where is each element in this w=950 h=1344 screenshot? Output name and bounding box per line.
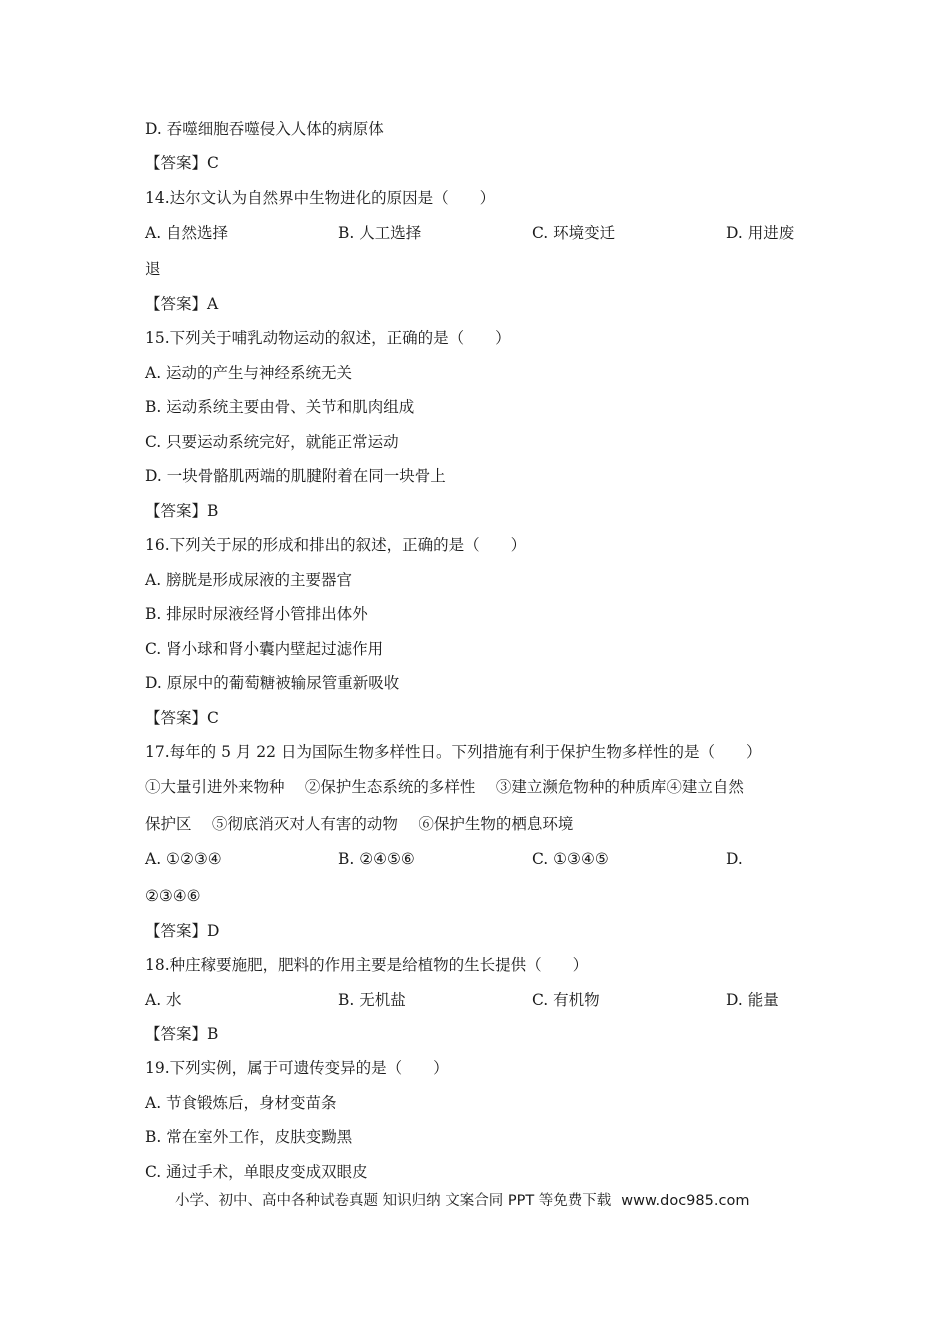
q15-option-a: A. 运动的产生与神经系统无关 <box>145 364 353 382</box>
q17-option-c: C. ①③④⑤ <box>532 850 609 868</box>
q18-option-a: A. 水 <box>145 991 182 1009</box>
q14-option-d: D. 用进废 <box>726 224 795 242</box>
q19-option-b: B. 常在室外工作，皮肤变黝黑 <box>145 1128 353 1146</box>
q14-option-c: C. 环境变迁 <box>532 224 616 242</box>
q16-option-b: B. 排尿时尿液经肾小管排出体外 <box>145 605 368 623</box>
q14-stem: 14.达尔文认为自然界中生物进化的原因是（ ） <box>145 189 496 207</box>
q14-option-b: B. 人工选择 <box>338 224 422 242</box>
q13-option-d: D. 吞噬细胞吞噬侵入人体的病原体 <box>145 120 384 138</box>
q16-option-c: C. 肾小球和肾小囊内壁起过滤作用 <box>145 640 384 658</box>
q15-option-c: C. 只要运动系统完好，就能正常运动 <box>145 433 399 451</box>
q16-option-a: A. 膀胱是形成尿液的主要器官 <box>145 571 353 589</box>
q14-option-d-continued: 退 <box>145 260 161 278</box>
q14-option-a: A. 自然选择 <box>145 224 229 242</box>
q17-option-a: A. ①②③④ <box>145 850 222 868</box>
q18-option-c: C. 有机物 <box>532 991 600 1009</box>
page-footer <box>175 1190 749 1212</box>
q19-stem: 19.下列实例，属于可遗传变异的是（ ） <box>145 1059 449 1077</box>
q16-option-d: D. 原尿中的葡萄糖被输尿管重新吸收 <box>145 674 400 692</box>
q15-option-d: D. 一块骨骼肌两端的肌腱附着在同一块骨上 <box>145 467 446 485</box>
q18-option-b: B. 无机盐 <box>338 991 406 1009</box>
q17-option-b: B. ②④⑤⑥ <box>338 850 415 868</box>
q17-option-d: D. <box>726 850 743 868</box>
q18-stem: 18.种庄稼要施肥，肥料的作用主要是给植物的生长提供（ ） <box>145 956 589 974</box>
q14-answer: 【答案】A <box>145 295 219 313</box>
q18-option-d: D. 能量 <box>726 991 779 1009</box>
q15-stem: 15.下列关于哺乳动物运动的叙述，正确的是（ ） <box>145 329 511 347</box>
q19-option-c: C. 通过手术，单眼皮变成双眼皮 <box>145 1163 368 1181</box>
q15-option-b: B. 运动系统主要由骨、关节和肌肉组成 <box>145 398 415 416</box>
footer-text: 小学、初中、高中各种试卷真题 知识归纳 文案合同 PPT 等免费下载 <box>175 1193 612 1209</box>
q17-option-d-continued: ②③④⑥ <box>145 887 201 905</box>
q16-answer: 【答案】C <box>145 709 219 727</box>
footer-url[interactable]: www.doc985.com <box>621 1193 750 1209</box>
q17-measures-line-2: 保护区 ⑤彻底消灭对人有害的动物 ⑥保护生物的栖息环境 <box>145 815 574 833</box>
q19-option-a: A. 节食锻炼后，身材变苗条 <box>145 1094 337 1112</box>
q17-stem: 17.每年的 5 月 22 日为国际生物多样性日。下列措施有利于保护生物多样性的是（ ） <box>145 743 762 761</box>
q13-answer: 【答案】C <box>145 154 219 172</box>
q18-answer: 【答案】B <box>145 1025 219 1043</box>
q17-measures-line-1: ①大量引进外来物种 ②保护生态系统的多样性 ③建立濒危物种的种质库④建立自然 <box>145 778 744 796</box>
q16-stem: 16.下列关于尿的形成和排出的叙述，正确的是（ ） <box>145 536 527 554</box>
q17-answer: 【答案】D <box>145 922 220 940</box>
q15-answer: 【答案】B <box>145 502 219 520</box>
